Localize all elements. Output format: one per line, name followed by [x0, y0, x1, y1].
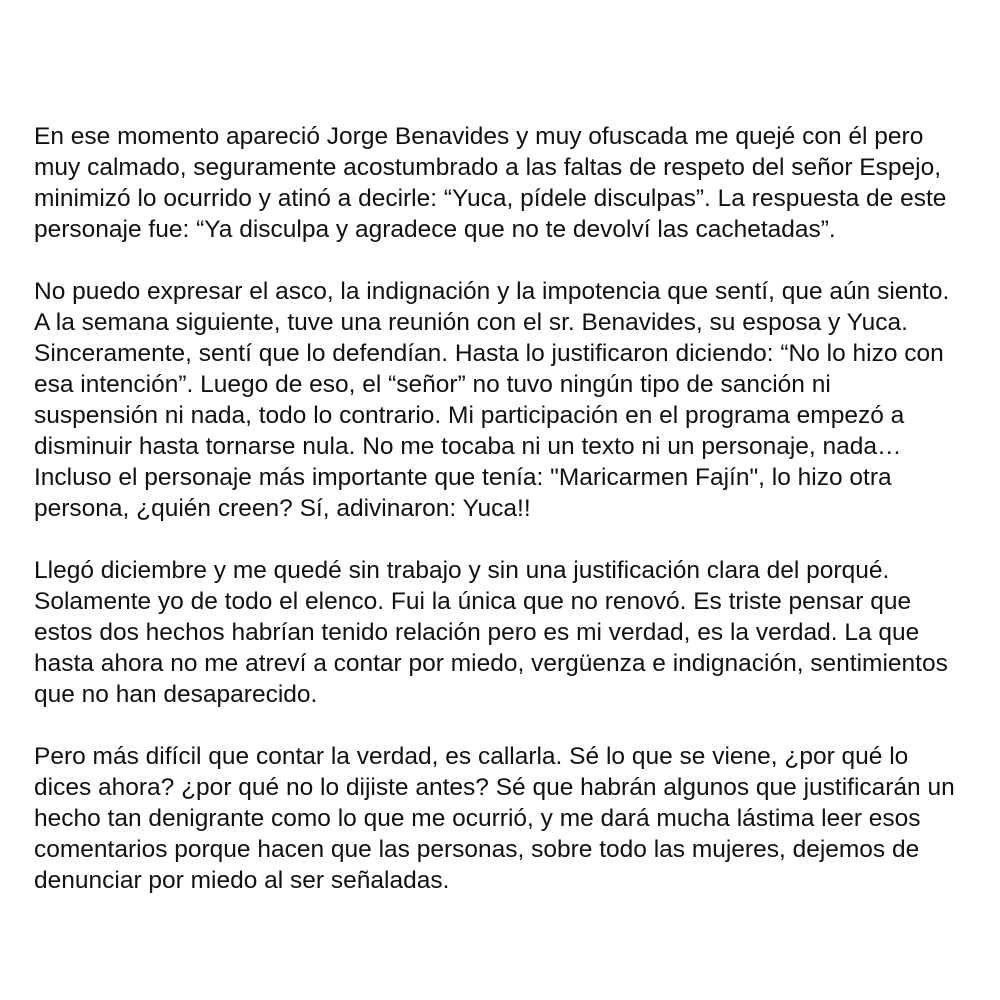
text-line: Sinceramente, sentí que lo defendían. Hasta lo justificaron diciendo: “No lo hizo con — [34, 340, 944, 367]
paragraph-speaking-out — [34, 741, 974, 896]
text-line: esa intención”. Luego de eso, el “señor” no tuvo ningún tipo de sanción ni — [34, 371, 831, 398]
text-line: suspensión ni nada, todo lo contrario. Mi participación en el programa empezó a — [34, 402, 905, 429]
paragraph-confrontation — [34, 121, 974, 245]
text-line: Llegó diciembre y me quedé sin trabajo y sin una justificación clara del porqué. — [34, 557, 890, 584]
text-line: Incluso el personaje más importante que tenía: "Maricarmen Fajín", lo hizo otra — [34, 464, 892, 491]
text-line: No puedo expresar el asco, la indignación y la impotencia que sentí, que aún siento. — [34, 278, 950, 305]
text-line: Pero más difícil que contar la verdad, es callarla. Sé lo que se viene, ¿por qué lo — [34, 743, 909, 770]
text-line: minimizó lo ocurrido y atinó a decirle: “Yuca, pídele disculpas”. La respuesta de este — [34, 185, 947, 212]
text-line: disminuir hasta tornarse nula. No me tocaba ni un texto ni un personaje, nada… — [34, 433, 902, 460]
text-line: comentarios porque hacen que las personas, sobre todo las mujeres, dejemos de — [34, 836, 920, 863]
text-line: denunciar por miedo al ser señaladas. — [34, 867, 450, 894]
text-line: persona, ¿quién creen? Sí, adivinaron: Yuca!! — [34, 495, 531, 522]
text-line: muy calmado, seguramente acostumbrado a las faltas de respeto del señor Espejo, — [34, 154, 942, 181]
text-line: A la semana siguiente, tuve una reunión con el sr. Benavides, su esposa y Yuca. — [34, 309, 908, 336]
text-line: personaje fue: “Ya disculpa y agradece que no te devolví las cachetadas”. — [34, 216, 836, 243]
text-line: hasta ahora no me atreví a contar por miedo, vergüenza e indignación, sentimientos — [34, 650, 948, 677]
text-line: En ese momento apareció Jorge Benavides y muy ofuscada me quejé con él pero — [34, 123, 924, 150]
paragraph-job-loss — [34, 555, 974, 710]
paragraph-aftermath — [34, 276, 974, 524]
text-line: que no han desaparecido. — [34, 681, 318, 708]
text-line: hecho tan denigrante como lo que me ocurrió, y me dará mucha lástima leer esos — [34, 805, 921, 832]
document-body — [34, 121, 974, 927]
text-line: dices ahora? ¿por qué no lo dijiste antes? Sé que habrán algunos que justificarán un — [34, 774, 955, 801]
text-line: estos dos hechos habrían tenido relación pero es mi verdad, es la verdad. La que — [34, 619, 920, 646]
text-line: Solamente yo de todo el elenco. Fui la única que no renovó. Es triste pensar que — [34, 588, 912, 615]
